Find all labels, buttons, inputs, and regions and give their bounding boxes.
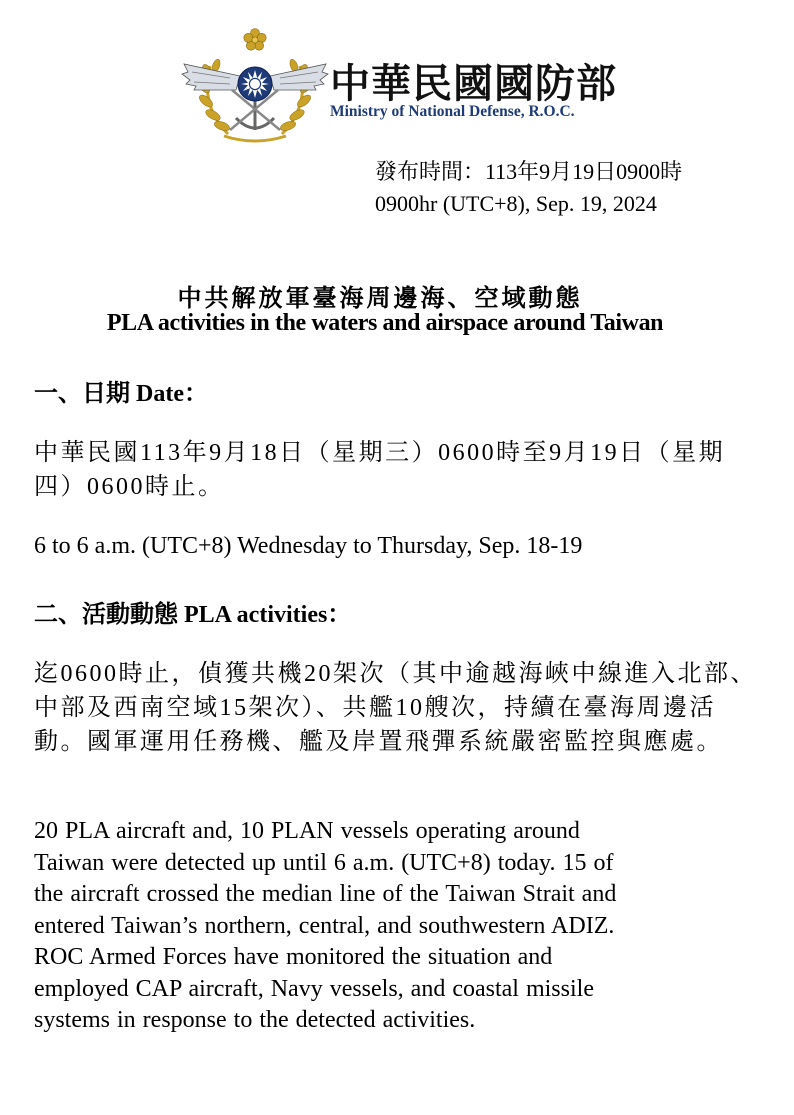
activities-en-line: Taiwan were detected up until 6 a.m. (UTC+8) today. 15 of (34, 849, 614, 876)
activities-en-line: entered Taiwan’s northern, central, and southwestern ADIZ. (34, 912, 615, 939)
activities-en-line: ROC Armed Forces have monitored the situation and (34, 944, 553, 970)
activities-en-line: systems in response to the detected activities. (34, 1007, 476, 1033)
section-activities-text-en (34, 816, 616, 1037)
section-activities-text-zh: 迄0600時止，偵獲共機20架次（其中逾越海峽中線進入北部、中部及西南空域15架次）、共艦10艘次，持續在臺海周邊活動。國軍運用任務機、艦及岸置飛彈系統嚴密監控與應處。 (34, 661, 757, 755)
section-date-text-en: 6 to 6 a.m. (UTC+8) Wednesday to Thursday, Sep. 18-19 (34, 533, 583, 559)
release-time-en: 0900hr (UTC+8), Sep. 19, 2024 (375, 191, 657, 216)
section-date-heading: 一、日期 Date： (34, 381, 208, 407)
activities-en-line: the aircraft crossed the median line of the Taiwan Strait and (34, 881, 617, 907)
section-activities-heading: 二、活動動態 PLA activities： (34, 602, 352, 628)
document-title-zh: 中共解放軍臺海周邊海、空域動態 (177, 286, 583, 312)
activities-en-line: 20 PLA aircraft and, 10 PLAN vessels operating around (34, 818, 580, 844)
org-name-zh: 中華民國國防部 (330, 61, 617, 107)
release-time (375, 156, 682, 220)
org-name-en: Ministry of National Defense, R.O.C. (330, 103, 575, 120)
mnd-emblem-icon (180, 26, 330, 144)
section-date-text-zh: 中華民國113年9月18日（星期三）0600時至9月19日（星期四）0600時止。 (34, 440, 726, 500)
activities-en-line: employed CAP aircraft, Navy vessels, and coastal missile (34, 975, 594, 1002)
release-time-zh: 發布時間：113年9月19日0900時 (375, 159, 683, 184)
document-title-en: PLA activities in the waters and airspace around Taiwan (106, 310, 664, 336)
